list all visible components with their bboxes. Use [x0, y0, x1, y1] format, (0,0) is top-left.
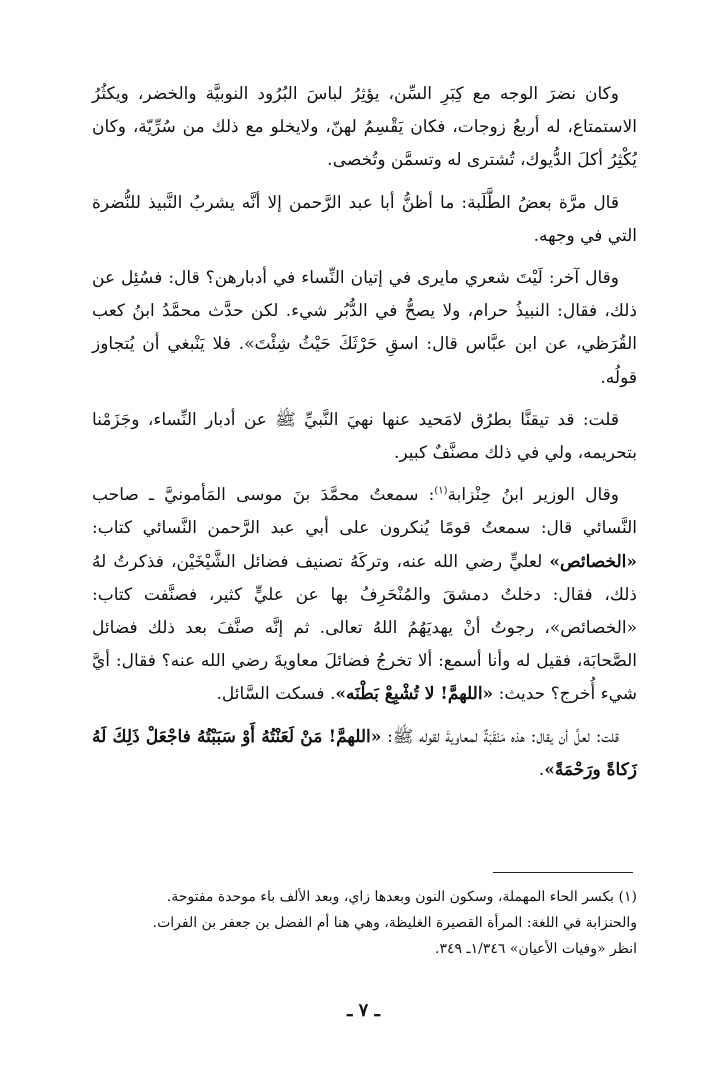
- paragraph-6: [92, 721, 637, 787]
- paragraph-1: [92, 78, 637, 178]
- paragraph-5-text-d: . فسكت السَّائل.: [216, 684, 336, 705]
- footnotes: [89, 884, 637, 962]
- hadith-quote-1: «اللهمَّ! لا تُشْبِعْ بَطْنَه»: [335, 684, 494, 705]
- paragraph-5-text-b: : سمعتُ محمَّدَ بنَ موسى المَأمونيَّ ـ صاحب النَّسائي قال: سمعتُ قومًا يُنكرون على أبي عبد الرَّحمن النَّسائي كتاب:: [92, 485, 637, 539]
- paragraph-3-text-b: فلا يَنْبغي أن يُتجاوز قولُه.: [92, 334, 637, 388]
- paragraph-4-text: قلت: قد تيقنَّا بطرُق لامَحيد عنها نهيَ النَّبيِّ ﷺ عن أدبار النِّساء، وجَزَمْنا بتحريمه، ولي في ذلك مصنَّفٌ كبير.: [92, 409, 637, 464]
- hadith-quote-2: «اللهمَّ! مَنْ لَعَنْتُهُ أَوْ سَبَبْتُهُ فاجْعَلْ ذَلِكَ لَهُ زَكاةً ورَحْمَةً»: [92, 726, 637, 780]
- footnote-line-2: والحنزابة في اللغة: المرأة القصيرة الغليظة، وهي هنا أم الفضل بن جعفر بن الفرات.: [152, 915, 637, 931]
- paragraph-4: [92, 404, 637, 470]
- paragraph-1-text: وكان نضرَ الوجه مع كِبَرِ السِّن، يؤثِرُ لباسَ البُرُود النوبيَّة والخضر، ويكثُرُ الاستمتاع، له أربعُ زوجات، فكان يَقْسِمُ لهنّ، ولايخلو مع ذلك من سُرِّيّة، وكان يُكْثِرُ أكلَ الدُّيوك، تُشترى له وتسمَّن وتُخصى.: [92, 84, 637, 171]
- page-number: ـ ٧ ـ: [347, 1000, 380, 1021]
- paragraph-3-text-a: وقال آخر: لَيْتَ شعري مايرى في إتيان النِّساء في أدبارهن؟ قال: فسُئِل عن ذلك، فقال: النبيذُ حرام، ولا يصحُّ في الدُّبُر شيء. لكن حدَّث محمَّدُ ابنُ كعب القُرَظي، عن ابن عبَّاس قال: اسقِ حَرْثَكَ حَيْثُ شِئْتَ».: [92, 268, 637, 355]
- footnote-line-3: انظر «وفيات الأعيان» ١/٣٤٦ـ ٣٤٩.: [435, 941, 637, 957]
- paragraph-6-text-b: .: [538, 759, 545, 780]
- footnote-line-1: (١) بكسر الحاء المهملة، وسكون النون وبعدها زاي، وبعد الألف باء موحدة مفتوحة.: [166, 889, 637, 905]
- paragraph-6-text-a: قلت: لعلَّ أن يقال: هذه مَنْقَبَةٌ لمعاويةَ لقوله ﷺ:: [381, 726, 619, 747]
- footnote-reference: (١): [434, 485, 448, 497]
- paragraph-5-text-a: وقال الوزير ابنُ حِنْزابة: [447, 485, 619, 506]
- main-text: [92, 78, 637, 796]
- book-title-khasais: «الخصائص»: [549, 551, 637, 572]
- paragraph-2-text: قال مرَّة بعضُ الطَّلَبة: ما أظنُّ أبا عبد الرَّحمن إلا أنَّه يشربُ النَّبيذ للنُّضرة التي في وجهه.: [92, 192, 637, 246]
- paragraph-5: [92, 479, 637, 711]
- paragraph-3: [92, 262, 637, 395]
- paragraph-5-text-c: لعليٍّ رضي الله عنه، وتركَهُ تصنيف فضائل الشَّيْخَيْن، فذكرتُ لهُ ذلك، فقال: دخلتُ دمشقَ والمُنْحَرِفُ بها عن عليٍّ كثير، فصنَّفت كتاب: «الخصائص»، رجوتُ أنْ يهديَهُمُ اللهُ تعالى. ثم إنَّه صنَّفَ بعد ذلك فضائل الصَّحابَة، فقيل له وأنا أسمع: ألا تخرجُ فضائلَ معاويةَ رضي الله عنه؟ فقال: أيَّ شيء أُخرج؟ حديث:: [92, 551, 637, 705]
- paragraph-2: [92, 187, 637, 253]
- footnote-separator: [493, 872, 633, 873]
